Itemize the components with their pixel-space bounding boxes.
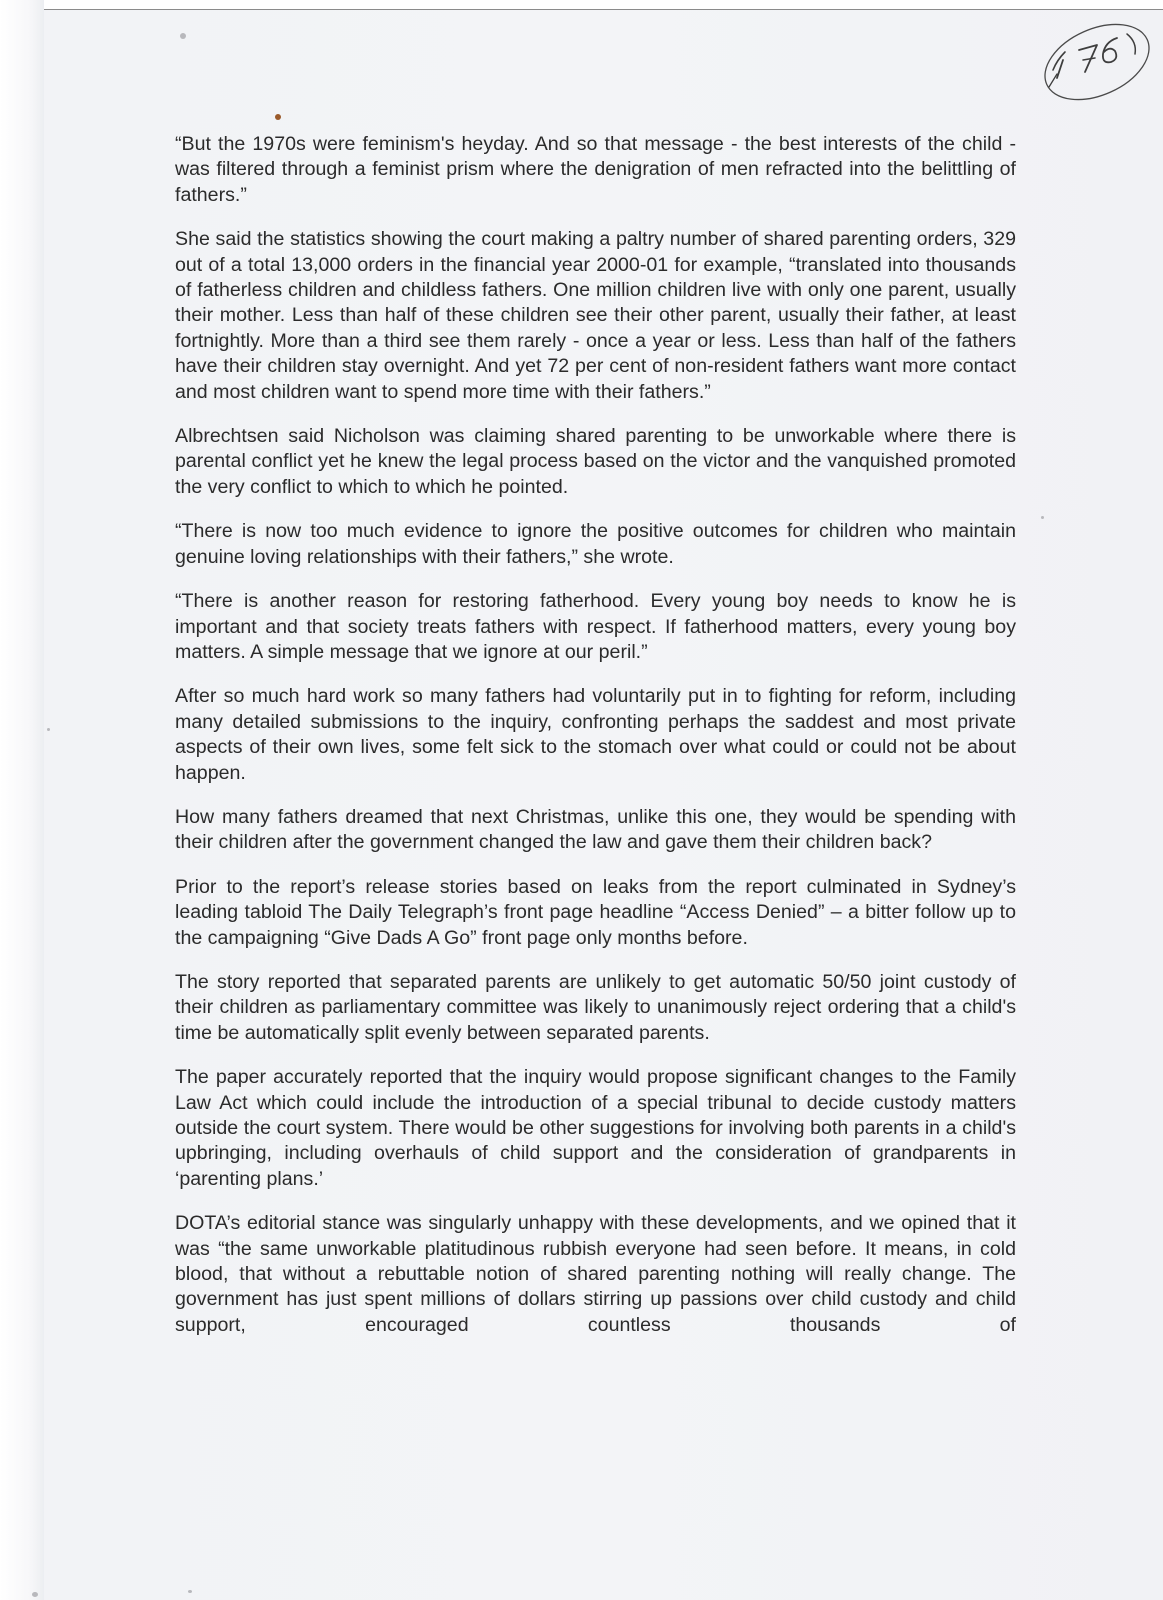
scan-speck bbox=[32, 1592, 38, 1597]
scan-speck bbox=[47, 728, 50, 731]
document-body bbox=[175, 132, 1016, 1338]
paragraph: Prior to the report’s release stories based on leaks from the report culminated in Sydney’s leading tabloid The Daily Telegraph’s front page headline “Access Denied” – a bitter follow up to the campaigning “Give Dads A Go” front page only months before. bbox=[175, 875, 1016, 949]
scan-speck bbox=[1041, 516, 1044, 519]
paragraph: The story reported that separated parents are unlikely to get automatic 50/50 joint custody of their children as parliamentary committee was likely to unanimously reject ordering that a child's time be automatically split evenly between separated parents. bbox=[175, 970, 1016, 1044]
paragraph: “But the 1970s were feminism's heyday. And so that message - the best interests of the child - was filtered through a feminist prism where the denigration of men refracted into the belittling of fathers.” bbox=[175, 133, 1016, 206]
paragraph: After so much hard work so many fathers had voluntarily put in to fighting for reform, including many detailed submissions to the inquiry, confronting perhaps the saddest and most private aspects of their own lives, some felt sick to the stomach over what could or could not be about happen. bbox=[175, 685, 1016, 784]
paragraph: She said the statistics showing the court making a paltry number of shared parenting orders, 329 out of a total 13,000 orders in the financial year 2000-01 for example, “translated into thousands of fatherless children and childless fathers. One million children live with only one parent, usually their mother. Less than half of these children see their other parent, usually their father, at least fortnightly. More than a third see them rarely - once a year or less. Less than half of the fathers have their children stay overnight. And yet 72 per cent of non-resident fathers want more contact and most children want to spend more time with their fathers.” bbox=[175, 228, 1016, 403]
paragraph: “There is now too much evidence to ignore the positive outcomes for children who maintain genuine loving relationships with their fathers,” she wrote. bbox=[175, 520, 1016, 568]
scan-left-edge bbox=[0, 0, 44, 1600]
paragraph: The paper accurately reported that the inquiry would propose significant changes to the Family Law Act which could include the introduction of a special tribunal to decide custody matters outside the court system. There would be other suggestions for involving both parents in a child's upbringing, including overhauls of child support and the consideration of grandparents in ‘parenting plans.’ bbox=[175, 1066, 1016, 1190]
paragraph: “There is another reason for restoring fatherhood. Every young boy needs to know he is important and that society treats fathers with respect. If fatherhood matters, every young boy matters. A simple message that we ignore at our peril.” bbox=[175, 590, 1016, 663]
paragraph: How many fathers dreamed that next Christmas, unlike this one, they would be spending with their children after the government changed the law and gave them their children back? bbox=[175, 805, 1016, 854]
handwritten-page-number bbox=[1035, 12, 1155, 107]
scan-speck bbox=[188, 1590, 192, 1593]
orange-dot-mark bbox=[275, 114, 281, 120]
scan-top-edge bbox=[0, 0, 1163, 10]
paragraph: DOTA’s editorial stance was singularly unhappy with these developments, and we opined that it was “the same unworkable platitudinous rubbish everyone had seen before. It means, in cold blood, that without a rebuttable notion of shared parenting nothing will really change. The government has just spent millions of dollars stirring up passions over child custody and child support, encouraged countless thousands of bbox=[175, 1212, 1016, 1336]
paragraph: Albrechtsen said Nicholson was claiming shared parenting to be unworkable where there is parental conflict yet he knew the legal process based on the victor and the vanquished promoted the very conflict to which to which he pointed. bbox=[175, 425, 1016, 498]
scan-speck bbox=[180, 33, 186, 39]
